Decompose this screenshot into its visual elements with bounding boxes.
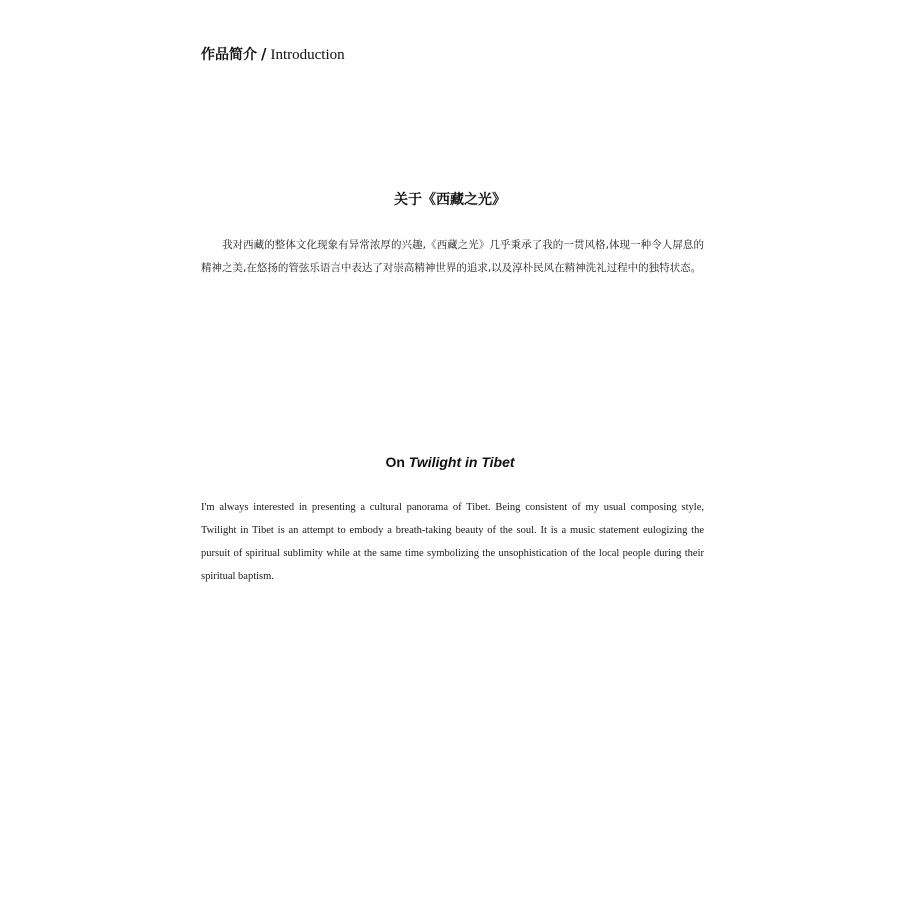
english-title-prefix: On: [385, 454, 405, 470]
english-section-title: [0, 452, 900, 472]
section-header: [201, 44, 345, 65]
header-separator: /: [261, 45, 267, 63]
header-title-english: Introduction: [270, 47, 345, 63]
english-title-work-name: Twilight in Tibet: [408, 454, 515, 470]
chinese-section-body: 我对西藏的整体文化现象有异常浓厚的兴趣,《西藏之光》几乎秉承了我的一贯风格,体现一种令人屏息的精神之美,在悠扬的管弦乐语言中表达了对崇高精神世界的追求,以及淳朴民风在精神洗礼过程中的独特状态。: [201, 239, 704, 274]
chinese-section-title: 关于《西藏之光》: [394, 192, 506, 208]
english-section-body: I'm always interested in presenting a cultural panorama of Tibet. Being consistent of my usual composing style, Twilight in Tibet is an attempt to embody a breath-taking beauty of the soul. It is a music statement eulogizing the pursuit of spiritual sublimity while at the same time symbolizing the unsophistication of the local people during their spiritual baptism.: [201, 502, 704, 582]
header-title-chinese: 作品简介: [201, 47, 257, 63]
